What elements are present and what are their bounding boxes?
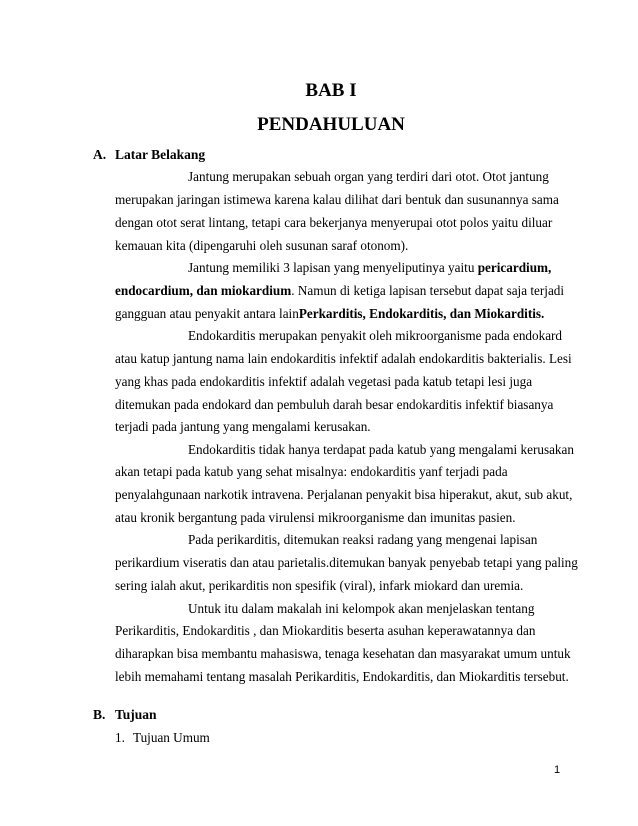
text-run: Endokarditis tidak hanya terdapat pada katub yang mengalami kerusakan xyxy=(188,442,574,457)
text-run: yang khas pada endokarditis infektif adalah vegetasi pada katub tetapi lesi juga xyxy=(115,374,533,389)
section-b-label: B. xyxy=(93,707,106,722)
paragraph-line xyxy=(115,509,516,527)
text-run: dengan otot serat lintang, tetapi cara bekerjanya menyerupai otot polos yaitu diluar xyxy=(115,215,553,230)
list-item-text: Tujuan Umum xyxy=(133,730,210,745)
paragraph-line xyxy=(188,600,534,618)
paragraph-line xyxy=(115,463,508,481)
text-run: atau kronik bergantung pada virulensi mikroorganisme dan imunitas pasien. xyxy=(115,510,516,525)
text-run: atau katup jantung nama lain endokarditis infektif adalah endokarditis bakterialis. Lesi xyxy=(115,351,572,366)
paragraph-line xyxy=(115,350,572,368)
text-run: sering ialah akut, perikarditis non spesifik (viral), infark miokard dan uremia. xyxy=(115,578,524,593)
bold-text: pericardium, xyxy=(477,260,552,275)
section-a-heading xyxy=(93,146,205,164)
paragraph-line xyxy=(115,191,559,209)
list-item-number: 1. xyxy=(115,730,125,745)
text-run: ditemukan pada endokard dan pembuluh darah besar endokarditis infektif biasanya xyxy=(115,397,554,412)
paragraph-line xyxy=(188,531,537,549)
section-a-label: A. xyxy=(93,147,107,162)
paragraph-line xyxy=(188,259,551,277)
bold-text: Perkarditis, Endokarditis, dan Miokarditis. xyxy=(298,306,545,321)
paragraph-line xyxy=(115,668,569,686)
page-number: 1 xyxy=(554,764,561,776)
paragraph-line xyxy=(115,418,371,436)
paragraph-line xyxy=(115,373,532,391)
chapter-subtitle: PENDAHULUAN xyxy=(257,114,405,135)
chapter-title: BAB I xyxy=(305,80,357,101)
text-run: perikardium viseratis dan atau parietalis.ditemukan banyak penyebab tetapi yang paling xyxy=(115,555,578,570)
paragraph-line xyxy=(115,237,408,255)
section-b-heading xyxy=(93,706,157,724)
list-item xyxy=(115,729,210,747)
text-run: gangguan atau penyakit antara lain xyxy=(115,306,299,321)
text-run: penyalahgunaan narkotik intravena. Perjalanan penyakit bisa hiperakut, akut, sub akut, xyxy=(115,487,573,502)
section-a-title: Latar Belakang xyxy=(115,147,206,162)
paragraph-line xyxy=(115,622,535,640)
paragraph-line xyxy=(115,645,571,663)
section-b-title: Tujuan xyxy=(115,707,157,722)
bold-text: endocardium, dan miokardium xyxy=(115,283,292,298)
paragraph-line xyxy=(115,282,564,300)
paragraph-line xyxy=(115,214,552,232)
paragraph-line xyxy=(115,396,553,414)
text-run: Untuk itu dalam makalah ini kelompok akan menjelaskan tentang xyxy=(188,601,535,616)
text-run: diharapkan bisa membantu mahasiswa, tenaga kesehatan dan masyarakat umum untuk xyxy=(115,646,571,661)
paragraph-line xyxy=(115,305,544,323)
text-run: merupakan jaringan istimewa karena kalau dilihat dari bentuk dan susunannya sama xyxy=(115,192,559,207)
paragraph-line xyxy=(115,577,523,595)
text-run: Jantung merupakan sebuah organ yang terdiri dari otot. Otot jantung xyxy=(188,169,549,184)
text-run: Endokarditis merupakan penyakit oleh mikroorganisme pada endokard xyxy=(188,328,563,343)
text-run: . Namun di ketiga lapisan tersebut dapat saja terjadi xyxy=(291,283,565,298)
paragraph-line xyxy=(188,441,574,459)
paragraph-line xyxy=(188,168,549,186)
text-run: kemauan kita (dipengaruhi oleh susunan saraf otonom). xyxy=(115,238,409,253)
text-run: akan tetapi pada katub yang sehat misalnya: endokarditis yanf terjadi pada xyxy=(115,464,508,479)
paragraph-line xyxy=(115,554,578,572)
paragraph-line xyxy=(188,327,562,345)
text-run: Pada perikarditis, ditemukan reaksi radang yang mengenai lapisan xyxy=(188,532,538,547)
text-run: Jantung memiliki 3 lapisan yang menyeliputinya yaitu xyxy=(188,260,478,275)
text-run: terjadi pada jantung yang mengalami kerusakan. xyxy=(115,419,371,434)
text-run: Perikarditis, Endokarditis , dan Miokarditis beserta asuhan keperawatannya dan xyxy=(115,623,536,638)
text-run: lebih memahami tentang masalah Perikarditis, Endokarditis, dan Miokarditis tersebut. xyxy=(115,669,569,684)
paragraph-line xyxy=(115,486,572,504)
